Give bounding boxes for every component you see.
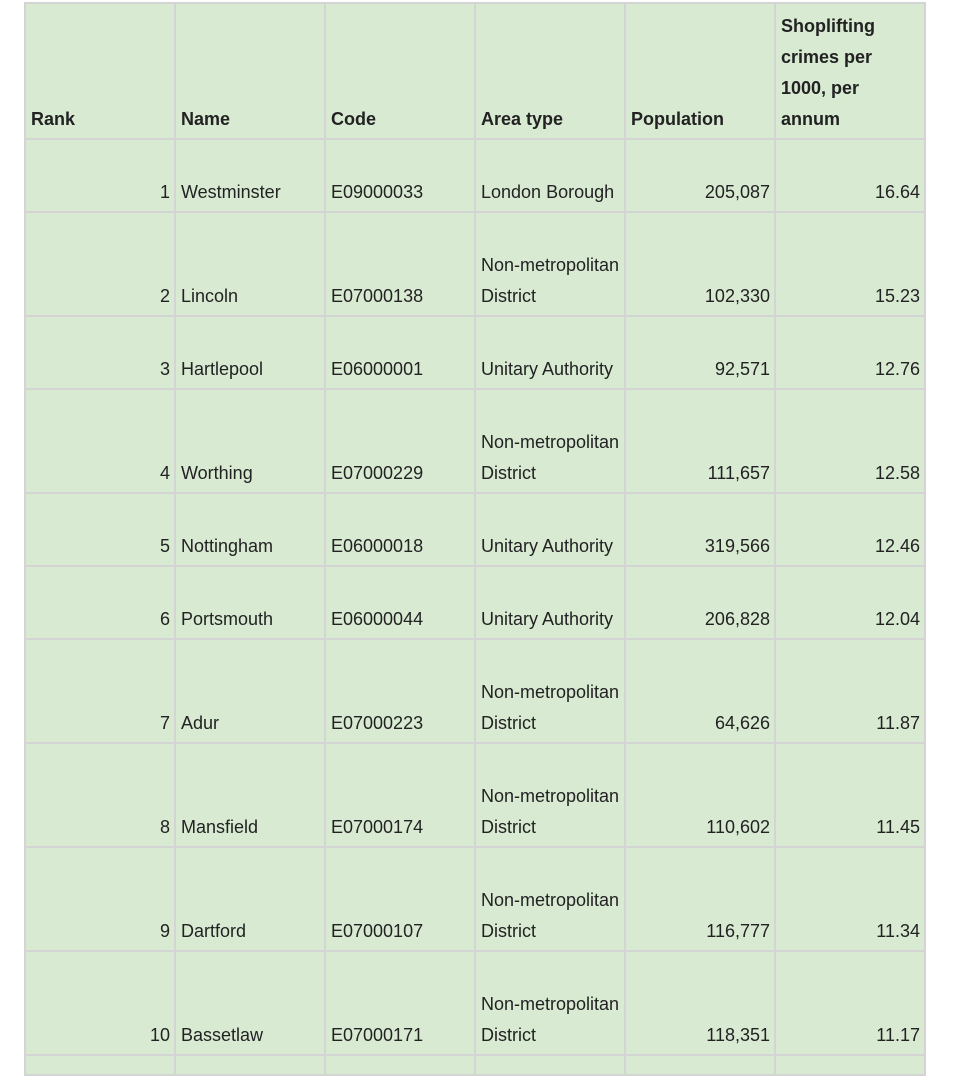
header-row: [25, 3, 925, 139]
cell-area-type[interactable]: Unitary Authority: [475, 493, 625, 566]
cell-area-type[interactable]: Non-metropolitan District: [475, 951, 625, 1055]
cell-population[interactable]: 110,602: [625, 743, 775, 847]
cell-population[interactable]: 92,571: [625, 316, 775, 389]
cell-rate[interactable]: 12.58: [775, 389, 925, 493]
cell-rank[interactable]: 3: [25, 316, 175, 389]
cell-rank[interactable]: 9: [25, 847, 175, 951]
table-row: [25, 493, 925, 566]
table-row-partial: [25, 1055, 925, 1075]
cell-area-type[interactable]: Non-metropolitan District: [475, 639, 625, 743]
cell-name[interactable]: Lincoln: [175, 212, 325, 316]
header-area-type[interactable]: Area type: [475, 3, 625, 139]
table-row: [25, 316, 925, 389]
cell-rank[interactable]: 4: [25, 389, 175, 493]
cell-name[interactable]: Hartlepool: [175, 316, 325, 389]
table-row: [25, 139, 925, 212]
table-row: [25, 743, 925, 847]
cell-population[interactable]: 206,828: [625, 566, 775, 639]
cell-code[interactable]: E07000171: [325, 951, 475, 1055]
cell-area-type[interactable]: Unitary Authority: [475, 316, 625, 389]
cell-rate[interactable]: 11.34: [775, 847, 925, 951]
table-row: [25, 212, 925, 316]
cell-code[interactable]: E07000229: [325, 389, 475, 493]
cell-code[interactable]: E07000174: [325, 743, 475, 847]
table-row: [25, 951, 925, 1055]
table-row: [25, 639, 925, 743]
table-row: [25, 566, 925, 639]
cell-empty[interactable]: [775, 1055, 925, 1075]
cell-empty[interactable]: [325, 1055, 475, 1075]
cell-rank[interactable]: 10: [25, 951, 175, 1055]
cell-empty[interactable]: [475, 1055, 625, 1075]
cell-code[interactable]: E06000044: [325, 566, 475, 639]
cell-code[interactable]: E07000223: [325, 639, 475, 743]
header-rank[interactable]: Rank: [25, 3, 175, 139]
cell-area-type[interactable]: Non-metropolitan District: [475, 743, 625, 847]
cell-rate[interactable]: 16.64: [775, 139, 925, 212]
cell-name[interactable]: Bassetlaw: [175, 951, 325, 1055]
header-code[interactable]: Code: [325, 3, 475, 139]
table-row: [25, 847, 925, 951]
spreadsheet-table-container: [24, 2, 926, 1076]
cell-name[interactable]: Nottingham: [175, 493, 325, 566]
cell-rank[interactable]: 2: [25, 212, 175, 316]
cell-name[interactable]: Dartford: [175, 847, 325, 951]
cell-population[interactable]: 64,626: [625, 639, 775, 743]
cell-rate[interactable]: 12.46: [775, 493, 925, 566]
cell-rate[interactable]: 12.04: [775, 566, 925, 639]
cell-rank[interactable]: 7: [25, 639, 175, 743]
table-row: [25, 389, 925, 493]
cell-code[interactable]: E06000018: [325, 493, 475, 566]
cell-name[interactable]: Mansfield: [175, 743, 325, 847]
cell-rate[interactable]: 15.23: [775, 212, 925, 316]
cell-area-type[interactable]: Non-metropolitan District: [475, 389, 625, 493]
cell-population[interactable]: 205,087: [625, 139, 775, 212]
cell-rate[interactable]: 11.17: [775, 951, 925, 1055]
cell-rate[interactable]: 11.87: [775, 639, 925, 743]
header-population[interactable]: Population: [625, 3, 775, 139]
cell-name[interactable]: Worthing: [175, 389, 325, 493]
cell-name[interactable]: Adur: [175, 639, 325, 743]
header-name[interactable]: Name: [175, 3, 325, 139]
cell-empty[interactable]: [625, 1055, 775, 1075]
cell-code[interactable]: E07000107: [325, 847, 475, 951]
cell-rate[interactable]: 12.76: [775, 316, 925, 389]
header-shoplifting-rate[interactable]: Shoplifting crimes per 1000, per annum: [775, 3, 925, 139]
cell-name[interactable]: Portsmouth: [175, 566, 325, 639]
cell-area-type[interactable]: Unitary Authority: [475, 566, 625, 639]
cell-population[interactable]: 118,351: [625, 951, 775, 1055]
cell-area-type[interactable]: Non-metropolitan District: [475, 847, 625, 951]
cell-code[interactable]: E09000033: [325, 139, 475, 212]
cell-population[interactable]: 102,330: [625, 212, 775, 316]
cell-code[interactable]: E07000138: [325, 212, 475, 316]
cell-area-type[interactable]: Non-metropolitan District: [475, 212, 625, 316]
cell-empty[interactable]: [175, 1055, 325, 1075]
shoplifting-table: [24, 2, 926, 1076]
cell-rate[interactable]: 11.45: [775, 743, 925, 847]
cell-name[interactable]: Westminster: [175, 139, 325, 212]
cell-empty[interactable]: [25, 1055, 175, 1075]
cell-population[interactable]: 319,566: [625, 493, 775, 566]
cell-rank[interactable]: 1: [25, 139, 175, 212]
cell-population[interactable]: 111,657: [625, 389, 775, 493]
cell-area-type[interactable]: London Borough: [475, 139, 625, 212]
cell-code[interactable]: E06000001: [325, 316, 475, 389]
cell-rank[interactable]: 8: [25, 743, 175, 847]
cell-rank[interactable]: 6: [25, 566, 175, 639]
cell-rank[interactable]: 5: [25, 493, 175, 566]
cell-population[interactable]: 116,777: [625, 847, 775, 951]
